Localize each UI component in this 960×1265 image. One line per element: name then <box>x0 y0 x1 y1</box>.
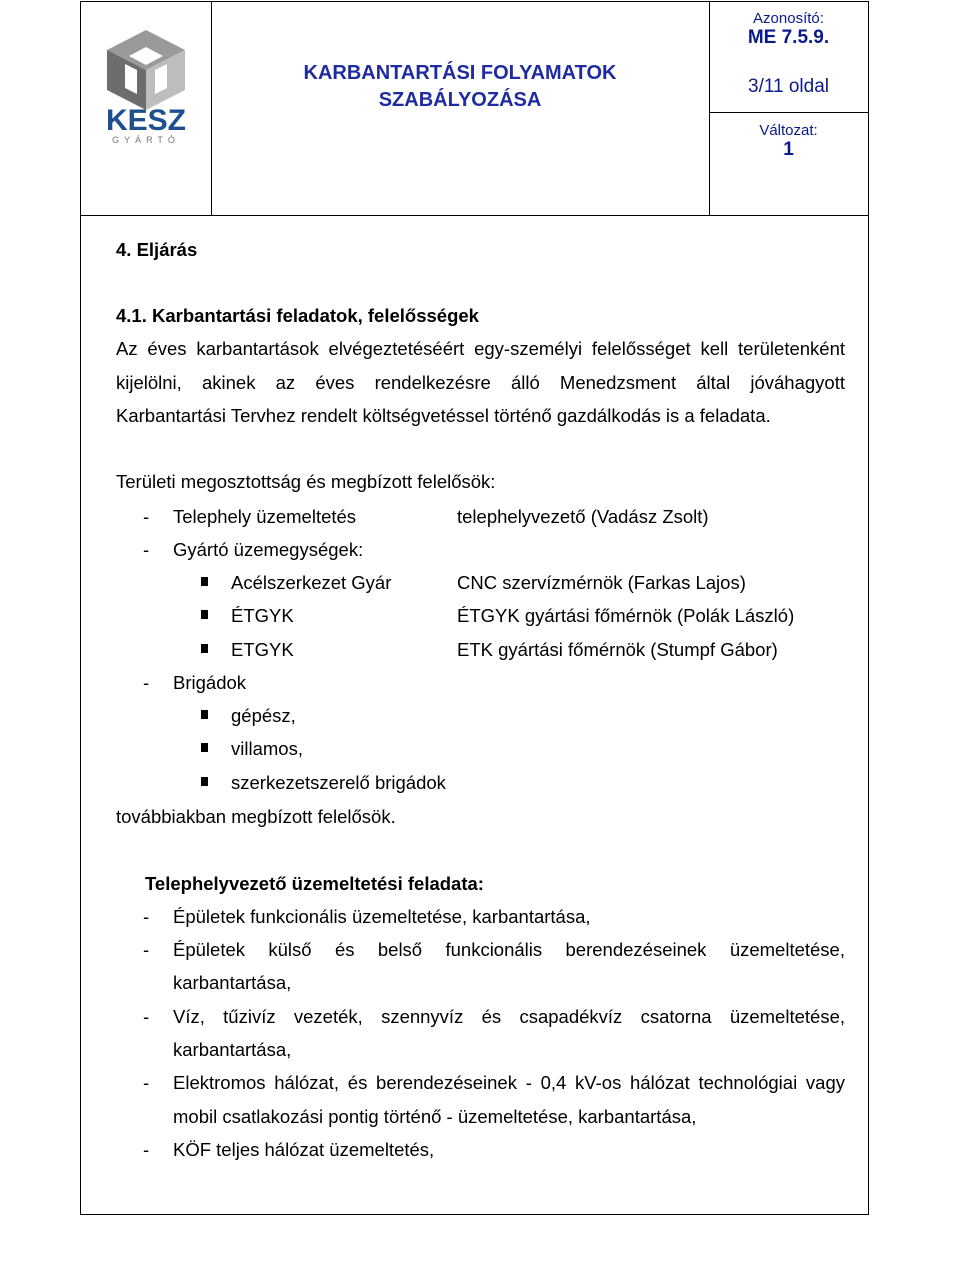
task-line: Víz, tűzivíz vezeték, szennyvíz és csapadékvíz csatorna üzemeltetése, <box>173 1006 845 1027</box>
unit-responsible: CNC szervízmérnök (Farkas Lajos) <box>457 572 746 593</box>
version-label: Változat: <box>759 122 818 139</box>
square-bullet-icon <box>201 777 208 786</box>
document-title <box>211 60 709 114</box>
version-value: 1 <box>783 139 794 160</box>
division-title: Területi megosztottság és megbízott felelősök: <box>116 471 496 492</box>
title-line-2: SZABÁLYOZÁSA <box>378 89 542 111</box>
dash-marker: - <box>143 939 150 960</box>
task-line-cont: karbantartása, <box>173 1039 292 1060</box>
dash-marker: - <box>143 1139 150 1160</box>
title-line-1: KARBANTARTÁSI FOLYAMATOK <box>303 62 617 84</box>
page-number: 3/11 oldal <box>748 76 829 97</box>
svg-text:KESZ: KESZ <box>105 104 187 137</box>
header-table <box>81 2 868 216</box>
row-responsible: telephelyvezető (Vadász Zsolt) <box>457 506 709 527</box>
intro-line-2: kijelölni, akinek az éves rendelkezésre álló Menedzsment által jóváhagyott <box>116 372 845 393</box>
row-item: Telephely üzemeltetés <box>173 506 357 527</box>
subsection-heading: 4.1. Karbantartási feladatok, felelősségek <box>116 305 479 326</box>
svg-text:GYÁRTÓ: GYÁRTÓ <box>112 135 180 145</box>
dash-marker: - <box>143 539 150 560</box>
brigade-item: szerkezetszerelő brigádok <box>231 772 446 793</box>
unit-responsible: ETK gyártási főmérnök (Stumpf Gábor) <box>457 639 778 660</box>
brigade-item: gépész, <box>231 705 296 726</box>
company-logo <box>81 2 211 162</box>
square-bullet-icon <box>201 743 208 752</box>
task-line-cont: karbantartása, <box>173 972 292 993</box>
closing-text: továbbiakban megbízott felelősök. <box>116 806 396 827</box>
intro-line-1: Az éves karbantartások elvégeztetéséért egy-személyi felelősséget kell területenként <box>116 338 845 359</box>
unit-item: ÉTGYK <box>231 605 294 626</box>
square-bullet-icon <box>201 610 208 619</box>
unit-item: ETGYK <box>231 639 294 660</box>
version-cell <box>709 122 868 161</box>
intro-line-3: Karbantartási Tervhez rendelt költségvetéssel történő gazdálkodás is a feladata. <box>116 405 771 426</box>
row-item: Gyártó üzemegységek: <box>173 539 364 560</box>
brigades-label: Brigádok <box>173 672 247 693</box>
task-line: Elektromos hálózat, és berendezéseinek - 0,4 kV-os hálózat technológiai vagy <box>173 1072 845 1093</box>
dash-marker: - <box>143 1072 150 1093</box>
square-bullet-icon <box>201 644 208 653</box>
task-line: KÖF teljes hálózat üzemeltetés, <box>173 1139 435 1160</box>
identifier-cell <box>709 10 868 49</box>
square-bullet-icon <box>201 710 208 719</box>
unit-responsible: ÉTGYK gyártási főmérnök (Polák László) <box>457 605 795 626</box>
dash-marker: - <box>143 672 150 693</box>
identifier-label: Azonosító: <box>753 10 824 27</box>
square-bullet-icon <box>201 577 208 586</box>
unit-item: Acélszerkezet Gyár <box>231 572 392 593</box>
dash-marker: - <box>143 1006 150 1027</box>
section-heading: 4. Eljárás <box>116 239 198 260</box>
brigade-item: villamos, <box>231 738 303 759</box>
dash-marker: - <box>143 506 150 527</box>
identifier-value: ME 7.5.9. <box>747 27 830 48</box>
task-line: Épületek külső és belső funkcionális berendezéseinek üzemeltetése, <box>173 939 845 960</box>
dash-marker: - <box>143 906 150 927</box>
site-tasks-title: Telephelyvezető üzemeltetési feladata: <box>145 873 484 894</box>
task-line: Épületek funkcionális üzemeltetése, karbantartása, <box>173 906 591 927</box>
task-line-cont: mobil csatlakozási pontig történő - üzemeltetése, karbantartása, <box>173 1106 697 1127</box>
